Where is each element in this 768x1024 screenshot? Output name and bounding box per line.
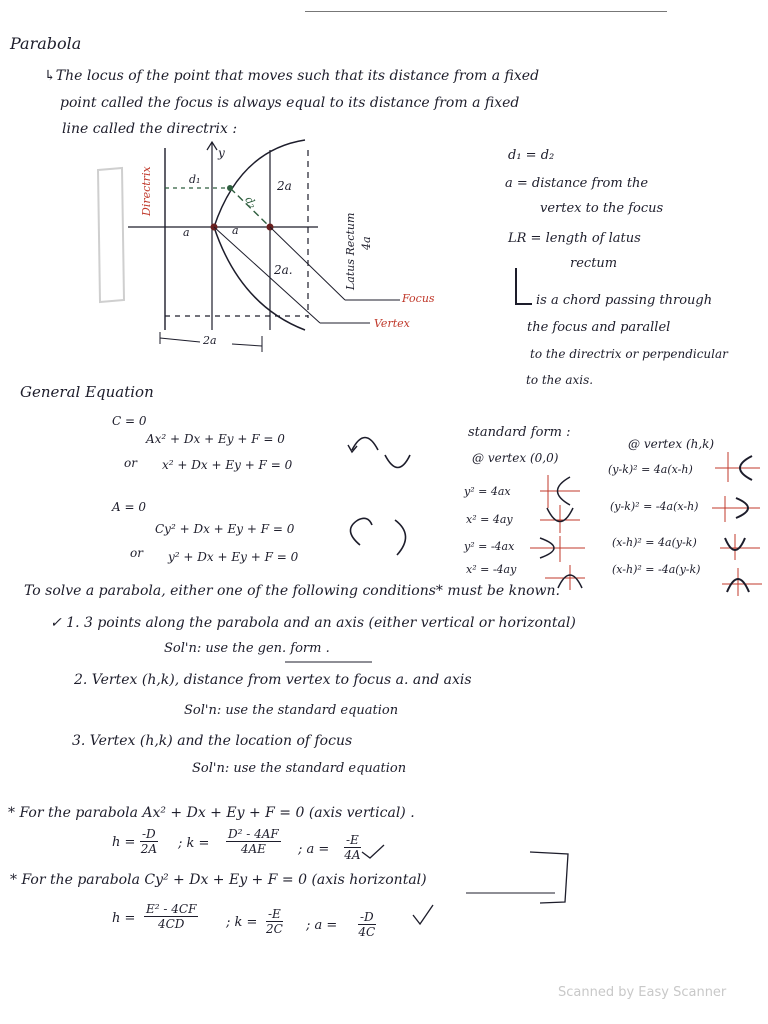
width-dimension-right (232, 344, 262, 346)
solution-1: Sol'n: use the gen. form . (164, 641, 330, 656)
or-1: or (124, 456, 137, 470)
general-eq-3: Cy² + Dx + Ey + F = 0 (155, 522, 295, 536)
check-icon (413, 905, 433, 924)
formula-1-heading: * For the parabola Ax² + Dx + Ey + F = 0 (axis vertical) . (8, 805, 415, 821)
or-2: or (130, 546, 143, 560)
rightward-parabola-icon (395, 520, 406, 555)
f2-h-fraction (144, 902, 198, 931)
f2-k-num: -E (268, 907, 281, 921)
general-equation-heading: General Equation (20, 383, 154, 401)
vertex-hk-heading: @ vertex (h,k) (628, 437, 715, 451)
formula-2-heading: * For the parabola Cy² + Dx + Ey + F = 0 (axis horizontal) (10, 872, 427, 888)
solution-2: Sol'n: use the standard equation (184, 703, 399, 718)
chord-bracket (516, 268, 532, 304)
general-eq-1: Ax² + Dx + Ey + F = 0 (146, 432, 285, 446)
a-definition-1: a = distance from the (505, 176, 649, 191)
vertex-origin-heading: @ vertex (0,0) (472, 451, 559, 465)
a-zero: A = 0 (112, 500, 146, 514)
c-zero: C = 0 (112, 414, 147, 428)
std-hk-3: (x-h)² = 4a(y-k) (612, 536, 697, 549)
std-hk-1: (y-k)² = 4a(x-h) (608, 463, 693, 476)
f1-k-fraction (226, 827, 281, 856)
leftward-parabola-icon (350, 518, 372, 545)
lr-definition-1: LR = length of latus (508, 231, 641, 246)
f2-k-fraction (266, 907, 283, 936)
y-axis-label: y (218, 146, 225, 160)
page-title: Parabola (10, 34, 82, 53)
std-origin-3: y² = -4ax (464, 540, 515, 553)
scan-artifact (98, 168, 124, 302)
std-origin-4: x² = -4ay (466, 563, 517, 576)
chord-line-2: the focus and parallel (527, 320, 671, 335)
curve-point (227, 185, 233, 191)
d-equality: d₁ = d₂ (508, 148, 555, 163)
f1-h-label: h = (112, 835, 136, 850)
std-origin-icons (530, 475, 585, 590)
latus-rectum-label: Latus Rectum (344, 212, 357, 290)
std-hk-4: (x-h)² = -4a(y-k) (612, 563, 701, 576)
vertex-label: Vertex (374, 317, 410, 330)
chord-line-3: to the directrix or perpendicular (530, 347, 728, 361)
parabola-curve (214, 140, 305, 330)
condition-2: 2. Vertex (h,k), distance from vertex to focus a. and axis (74, 672, 472, 688)
upward-parabola-icon (385, 455, 410, 468)
chord-line-4: to the axis. (526, 373, 594, 387)
conditions-intro: To solve a parabola, either one of the following conditions* must be known. (24, 583, 560, 599)
f2-h-label: h = (112, 911, 136, 926)
solution-3: Sol'n: use the standard equation (192, 761, 407, 776)
f2-h-num: E² - 4CF (146, 902, 197, 916)
f2-h-den: 4CD (157, 917, 185, 931)
a-right-label: a (232, 224, 239, 237)
f2-a-label: ; a = (306, 918, 338, 933)
standard-form-heading: standard form : (468, 425, 571, 440)
f1-h-num: -D (142, 827, 156, 841)
scanner-watermark: Scanned by Easy Scanner (558, 985, 727, 1000)
focus-label: Focus (402, 292, 435, 305)
f1-h-den: 2A (140, 842, 157, 856)
f2-a-fraction (358, 910, 376, 939)
std-origin-2: x² = 4ay (466, 513, 513, 526)
std-hk-icons (712, 452, 762, 596)
f1-a-label: ; a = (298, 842, 330, 857)
f1-a-den: 4A (344, 848, 361, 862)
d2-label: d₂ (242, 194, 260, 211)
general-eq-2: x² + Dx + Ey + F = 0 (162, 458, 293, 472)
four-a-label: 4a (360, 236, 373, 250)
f2-a-num: -D (360, 910, 374, 924)
f2-k-label: ; k = (226, 915, 258, 930)
f2-a-den: 4C (358, 925, 376, 939)
std-origin-1: y² = 4ax (464, 485, 511, 498)
two-a-top-label: 2a (277, 179, 292, 193)
f1-a-fraction (344, 833, 361, 862)
a-definition-2: vertex to the focus (540, 201, 664, 216)
general-eq-4: y² + Dx + Ey + F = 0 (168, 550, 299, 564)
width-dimension-left (160, 338, 200, 342)
definition-line-2: point called the focus is always equal to its distance from a fixed (60, 95, 520, 111)
f2-k-den: 2C (266, 922, 283, 936)
f1-k-num: D² - 4AF (228, 827, 279, 841)
condition-3: 3. Vertex (h,k) and the location of focus (72, 733, 353, 749)
condition-1: ✓ 1. 3 points along the parabola and an axis (either vertical or horizontal) (50, 615, 576, 631)
f1-k-den: 4AE (240, 842, 266, 856)
width-2a-label: 2a (203, 334, 217, 347)
std-hk-2: (y-k)² = -4a(x-h) (610, 500, 699, 513)
f1-k-label: ; k = (178, 836, 210, 851)
d1-label: d₁ (189, 173, 201, 186)
chord-line-1: is a chord passing through (536, 293, 713, 308)
check-icon (362, 845, 384, 858)
definition-line-1: ↳The locus of the point that moves such that its distance from a fixed (44, 68, 540, 84)
two-a-bottom-label: 2a. (274, 263, 293, 277)
lr-definition-2: rectum (570, 256, 618, 271)
a-left-label: a (183, 226, 190, 239)
directrix-label: Directrix (140, 166, 153, 216)
definition-line-3: line called the directrix : (62, 121, 238, 137)
f1-a-num: -E (346, 833, 359, 847)
f1-h-fraction (140, 827, 158, 856)
formula-bracket (530, 852, 568, 903)
